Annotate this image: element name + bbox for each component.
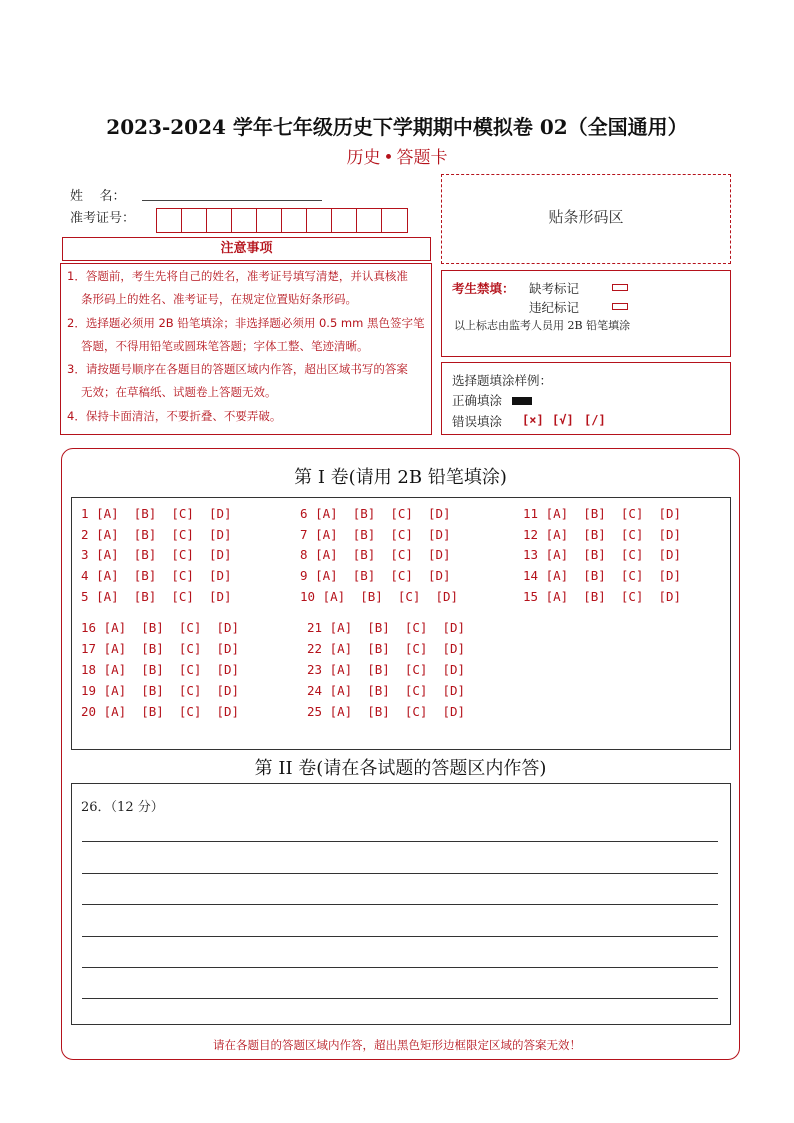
answer-options[interactable]: [A] [B] [C] [D] xyxy=(545,547,682,562)
id-digit-cell[interactable] xyxy=(357,209,382,232)
choice-row[interactable] xyxy=(300,527,451,542)
violation-mark-box[interactable] xyxy=(612,303,628,310)
notice-line: 答题，不得用铅笔或圆珠笔答题；字体工整、笔迹清晰。 xyxy=(81,339,369,353)
question-number: 10 xyxy=(300,589,316,604)
question-number: 13 xyxy=(523,547,539,562)
question-number: 14 xyxy=(523,568,539,583)
question-number: 11 xyxy=(523,506,539,521)
answer-options[interactable]: [A] [B] [C] [D] xyxy=(315,506,451,521)
choice-row[interactable] xyxy=(81,527,232,542)
proctor-note: 以上标志由监考人员用 2B 铅笔填涂 xyxy=(454,319,631,332)
notice-box xyxy=(60,263,432,435)
answer-options[interactable]: [A] [B] [C] [D] xyxy=(315,527,451,542)
wrong-fill-sample: [/] xyxy=(584,413,606,427)
correct-fill-sample xyxy=(512,397,532,405)
answer-line[interactable] xyxy=(82,967,718,968)
question-number: 24 xyxy=(307,683,323,698)
question-number: 1 xyxy=(81,506,89,521)
answer-options[interactable]: [A] [B] [C] [D] xyxy=(329,704,466,719)
answer-line[interactable] xyxy=(82,998,718,999)
choice-row[interactable] xyxy=(523,527,681,542)
choice-row[interactable] xyxy=(81,506,232,521)
choice-row[interactable] xyxy=(81,620,239,635)
proctor-label: 考生禁填： xyxy=(452,281,515,296)
answer-line[interactable] xyxy=(82,873,718,874)
separator-dot: • xyxy=(383,148,394,168)
proctor-box xyxy=(441,270,731,357)
answer-options[interactable]: [A] [B] [C] [D] xyxy=(96,527,232,542)
answer-options[interactable]: [A] [B] [C] [D] xyxy=(329,641,466,656)
id-digit-cell[interactable] xyxy=(332,209,357,232)
notice-line: 无效；在草稿纸、试题卷上答题无效。 xyxy=(81,385,277,399)
subject-label: 历史 xyxy=(346,148,381,168)
id-digit-cell[interactable] xyxy=(257,209,282,232)
question-number: 15 xyxy=(523,589,539,604)
question-number: 4 xyxy=(81,568,89,583)
choice-row[interactable] xyxy=(307,683,465,698)
notice-line: 2．选择题必须用 2B 铅笔填涂；非选择题必须用 0.5 mm 黑色签字笔 xyxy=(67,316,425,330)
question-number: 16 xyxy=(81,620,97,635)
choice-row[interactable] xyxy=(307,641,465,656)
notice-line: 3．请按题号顺序在各题目的答题区域内作答，超出区域书写的答案 xyxy=(67,362,408,376)
question-number: 9 xyxy=(300,568,308,583)
sample-title: 选择题填涂样例： xyxy=(452,373,553,388)
id-digit-cell[interactable] xyxy=(232,209,257,232)
id-digit-cell[interactable] xyxy=(382,209,407,232)
choice-row[interactable] xyxy=(81,641,239,656)
answer-options[interactable]: [A] [B] [C] [D] xyxy=(322,589,459,604)
answer-options[interactable]: [A] [B] [C] [D] xyxy=(545,589,682,604)
violation-label: 违纪标记 xyxy=(529,300,580,315)
id-label: 准考证号： xyxy=(70,211,136,226)
id-digit-cell[interactable] xyxy=(307,209,332,232)
choice-row[interactable] xyxy=(300,506,451,521)
choice-row[interactable] xyxy=(523,589,681,604)
question-number: 22 xyxy=(307,641,323,656)
choice-row[interactable] xyxy=(81,704,239,719)
id-digit-cell[interactable] xyxy=(282,209,307,232)
question-number: 6 xyxy=(300,506,308,521)
answer-options[interactable]: [A] [B] [C] [D] xyxy=(96,506,232,521)
notice-line: 条形码上的姓名、准考证号，在规定位置贴好条形码。 xyxy=(81,292,357,306)
correct-fill-label: 正确填涂 xyxy=(452,393,503,408)
exam-title: 2023-2024 学年七年级历史下学期期中模拟卷 02（全国通用） xyxy=(106,115,688,139)
choice-row[interactable] xyxy=(523,568,681,583)
notice-title: 注意事项 xyxy=(62,237,431,261)
choice-row[interactable] xyxy=(81,589,232,604)
name-label: 姓 名： xyxy=(70,189,126,204)
question-number: 3 xyxy=(81,547,89,562)
footer-warning: 请在各题目的答题区域内作答，超出黑色矩形边框限定区域的答案无效！ xyxy=(213,1038,581,1052)
notice-line: 1．答题前，考生先将自己的姓名，准考证号填写清楚，并认真核准 xyxy=(67,269,408,283)
question-number: 5 xyxy=(81,589,89,604)
answer-options[interactable]: [A] [B] [C] [D] xyxy=(103,641,240,656)
choice-row[interactable] xyxy=(523,547,681,562)
choice-row[interactable] xyxy=(300,547,451,562)
id-digit-cell[interactable] xyxy=(182,209,207,232)
id-digit-cell[interactable] xyxy=(157,209,182,232)
question-number: 19 xyxy=(81,683,97,698)
choice-row[interactable] xyxy=(523,506,681,521)
answer-options[interactable]: [A] [B] [C] [D] xyxy=(329,683,466,698)
choice-row[interactable] xyxy=(81,662,239,677)
exam-id-grid[interactable] xyxy=(156,208,408,233)
choice-row[interactable] xyxy=(307,704,465,719)
wrong-fill-sample: [√] xyxy=(552,413,574,427)
fill-sample-box xyxy=(441,362,731,435)
id-digit-cell[interactable] xyxy=(207,209,232,232)
wrong-fill-label: 错误填涂 xyxy=(452,414,503,429)
choice-row[interactable] xyxy=(81,547,232,562)
wrong-fill-sample: [×] xyxy=(522,413,544,427)
answer-options[interactable]: [A] [B] [C] [D] xyxy=(103,704,240,719)
question-number: 7 xyxy=(300,527,308,542)
answer-options[interactable]: [A] [B] [C] [D] xyxy=(96,568,232,583)
name-field[interactable] xyxy=(142,200,322,201)
choice-row[interactable] xyxy=(307,620,465,635)
answer-options[interactable]: [A] [B] [C] [D] xyxy=(329,620,466,635)
answer-line[interactable] xyxy=(82,841,718,842)
question-number: 25 xyxy=(307,704,323,719)
question-number: 2 xyxy=(81,527,89,542)
answer-options[interactable]: [A] [B] [C] [D] xyxy=(545,568,682,583)
notice-line: 4．保持卡面清洁，不要折叠、不要弄破。 xyxy=(67,409,282,423)
absent-mark-box[interactable] xyxy=(612,284,628,291)
card-subtitle xyxy=(0,143,794,168)
answer-line[interactable] xyxy=(82,936,718,937)
question-number: 8 xyxy=(300,547,308,562)
question-number: 20 xyxy=(81,704,97,719)
answer-options[interactable]: [A] [B] [C] [D] xyxy=(329,662,466,677)
question-number: 12 xyxy=(523,527,539,542)
question-number: 23 xyxy=(307,662,323,677)
card-label: 答题卡 xyxy=(396,148,448,168)
choice-row[interactable] xyxy=(81,568,232,583)
question-number: 17 xyxy=(81,641,97,656)
question-26-label: 26．（12 分） xyxy=(81,800,164,815)
question-number: 18 xyxy=(81,662,97,677)
answer-options[interactable]: [A] [B] [C] [D] xyxy=(96,589,232,604)
part2-title: 第 II 卷(请在各试题的答题区内作答) xyxy=(254,758,547,779)
answer-options[interactable]: [A] [B] [C] [D] xyxy=(545,527,682,542)
question-number: 21 xyxy=(307,620,323,635)
answer-options[interactable]: [A] [B] [C] [D] xyxy=(315,547,451,562)
answer-options[interactable]: [A] [B] [C] [D] xyxy=(103,662,240,677)
choice-row[interactable] xyxy=(307,662,465,677)
choice-row[interactable] xyxy=(300,568,451,583)
answer-options[interactable]: [A] [B] [C] [D] xyxy=(103,620,240,635)
answer-options[interactable]: [A] [B] [C] [D] xyxy=(545,506,682,521)
answer-options[interactable]: [A] [B] [C] [D] xyxy=(103,683,240,698)
part1-title: 第 I 卷(请用 2B 铅笔填涂) xyxy=(294,467,507,488)
barcode-label: 贴条形码区 xyxy=(548,208,624,226)
answer-options[interactable]: [A] [B] [C] [D] xyxy=(315,568,451,583)
choice-row[interactable] xyxy=(81,683,239,698)
absent-label: 缺考标记 xyxy=(529,281,580,296)
answer-line[interactable] xyxy=(82,904,718,905)
choice-row[interactable] xyxy=(300,589,458,604)
answer-options[interactable]: [A] [B] [C] [D] xyxy=(96,547,232,562)
